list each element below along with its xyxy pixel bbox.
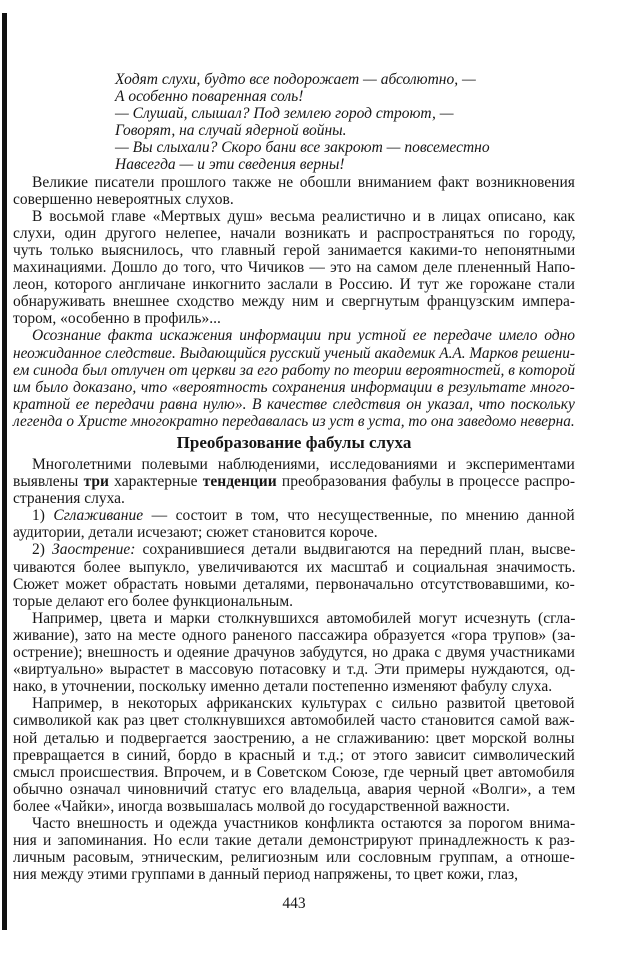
text-line [13,276,575,293]
text-run: нако, в уточнении, поскольку именно детали постепенно изменяют фабулу слуха. [13,678,553,696]
text-line [13,781,575,798]
text-run: тором, «особенно в профиль»... [13,310,221,328]
text-line [13,695,575,712]
line-content [13,781,575,798]
line-content [13,524,378,541]
text-run: чуть только выяснилось, что главный герой занимается какими-то непонятными [13,241,576,259]
italic-term: Сглаживание [53,507,144,525]
text-line [13,644,575,661]
line-content [32,456,575,473]
text-run: острение); внешность и одеяние драчунов забудутся, но драка с двумя участниками [13,644,575,662]
line-content [13,379,575,396]
text-run: символикой как раз цвет столкнувшихся автомобилей часто становится самой важ- [13,712,575,730]
text-line [13,191,575,208]
text-run: ной деталью и подвергается заострению, а не сглаживанию: цвет морской волны [13,729,575,747]
line-content [13,849,575,866]
line-content [32,208,575,225]
text-run: совершенно невероятных слухов. [13,190,234,208]
text-line [13,396,575,413]
line-content [13,490,125,507]
text-run: обнаруживать внешнее сходство между ним и свергнутым французским импера- [13,293,576,311]
line-content [13,678,552,695]
text-run: ем синода был отлучен от церкви за его работу по теории вероятностей, в которой [13,361,576,379]
text-run: чиваются более выпукло, увеличиваются их масштаб и социальная значимость. [13,558,576,576]
text-run: Сюжет может обрастать новыми деталями, первоначально отсутствовавшими, ко- [13,575,575,593]
text-line [13,225,575,242]
text-run: смысл происшествия. Впрочем, и в Советском Союзе, где черный цвет автомобиля [13,763,575,781]
line-content [13,730,575,747]
text-run: — состоит в том, что несущественные, по мнению данной [143,507,575,525]
text-line [13,610,575,627]
bold-term: тенденции [202,473,277,491]
line-content [13,473,575,490]
line-content [32,174,575,191]
text-run: аудитории, детали исчезают; сюжет становится короче. [13,524,378,542]
text-line [13,507,575,524]
poem-line: Навсегда — и эти сведения верны! [115,156,345,174]
line-content [13,559,575,576]
line-content [32,815,575,832]
paragraph [13,541,575,609]
text-line [13,456,575,473]
paragraph [13,695,575,815]
line-content [13,576,575,593]
poem-epigraph [115,71,490,174]
line-content [13,866,518,883]
paragraph [13,507,575,541]
line-content [32,541,575,558]
line-content [13,644,575,661]
text-run: леон, которого англичане инкогнито заслали в Россию. И тут же горожане стали [13,276,575,294]
text-line [13,832,575,849]
text-run: слухи, один другого нелепее, начали возникать и распространяться по городу, [13,224,576,242]
text-run: ния между этими группами в данный период напряжены, то цвет кожи, глаз, [13,866,518,884]
text-line [13,627,575,644]
line-content [13,293,575,310]
bold-term: три [83,473,109,491]
poem-line: — Вы слыхали? Скоро бани все закроют — повсеместно [115,139,490,157]
text-line [13,678,575,695]
paragraph [13,208,575,328]
text-run: выявлены [13,473,84,491]
text-run: Осознание факта искажения информации при устной ее передаче имело одно [32,327,576,345]
text-line [13,815,575,832]
line-content [32,507,575,524]
paragraph [13,610,575,695]
text-run: легенда о Христе многократно передавалась из уст в уста, то она заведомо неверна. [13,412,575,430]
text-line [13,310,575,327]
line-content [13,832,575,849]
text-line [13,242,575,259]
poem-line: Ходят слухи, будто все подорожает — абсолютно, — [115,71,476,88]
text-run: кратной ее передачи равна нулю». В качестве следствия он указал, что поскольку [13,395,575,413]
line-content [13,345,575,362]
text-run: более «Чайки», иногда возвышалась молвой до государственной важности. [13,797,510,815]
text-line [13,730,575,747]
text-line [13,866,575,883]
text-run: 1) [32,507,54,525]
text-line [13,798,575,815]
body-text [13,174,575,884]
italic-term: Заострение: [52,541,136,559]
text-line [13,362,575,379]
line-content [13,276,575,293]
text-line [13,576,575,593]
text-run: характерные [108,473,203,491]
text-run: личным расовым, этническим, религиозным или сословным группам, а отноше- [13,849,575,867]
text-line [13,593,575,610]
paragraph [13,174,575,208]
text-run: им было доказано, что «вероятность сохранения информации в результате много- [13,378,575,396]
line-content [13,310,221,327]
text-line [13,661,575,678]
text-line [13,293,575,310]
text-run: сохранившиеся детали выдвигаются на передний план, высве- [135,541,576,559]
text-line [13,524,575,541]
text-run: Например, цвета и марки столкнувшихся автомобилей могут исчезнуть (сгла- [32,609,576,627]
poem-line: Говорят, на случай ядерной войны. [115,122,347,140]
text-line [13,849,575,866]
paragraph [13,456,575,507]
text-run: странения слуха. [13,490,125,508]
line-content [13,764,575,781]
line-content [13,798,510,815]
text-line [13,379,575,396]
text-line [13,259,575,276]
text-line [13,327,575,344]
text-run: Великие писатели прошлого также не обошли вниманием факт возникновения [32,173,575,191]
paragraph [13,327,575,430]
text-line [13,559,575,576]
line-content [32,327,575,344]
line-content [13,661,575,678]
text-line [13,174,575,191]
text-run: 2) [32,541,53,559]
section-heading: Преобразование фабулы слуха [176,433,412,452]
text-run: обычно означал чиновничий статус его владельца, авария черной «Волги», а тем [13,780,576,798]
line-content [13,225,575,242]
line-content [13,362,575,379]
text-run: живание), зато на месте одного раненого пассажира образуется «гора трупов» (за- [13,626,576,644]
text-line [13,712,575,729]
paragraph [13,815,575,883]
text-run: торые делают его более функциональным. [13,592,293,610]
line-content [32,695,575,712]
text-run: неожиданное следствие. Выдающийся русский ученый академик А.А. Марков решени- [13,344,575,362]
poem-line: — Слушай, слышал? Под землею город строют, — [115,105,454,123]
text-line [13,541,575,558]
line-content [13,747,575,764]
text-line [13,345,575,362]
text-run: махинациями. Дошло до того, что Чичиков — это на самом деле плененный Напо- [13,259,576,277]
text-line [13,490,575,507]
text-line [13,473,575,490]
line-content [13,712,575,729]
line-content [13,191,234,208]
text-run: «виртуально» вырастет в массовую потасовку и т.д. Эти примеры нуждаются, од- [13,661,576,679]
text-run: Многолетними полевыми наблюдениями, исследованиями и экспериментами [32,456,575,473]
text-line [13,764,575,781]
line-content [13,627,575,644]
text-run: ния и запоминания. Но если такие детали демонстрируют принадлежность к раз- [13,832,575,850]
text-run: В восьмой главе «Мертвых душ» весьма реалистично и в лицах описано, как [32,207,575,225]
text-line [13,208,575,225]
line-content [32,610,575,627]
scan-border [2,13,7,930]
text-line [13,413,575,430]
line-content [13,242,575,259]
text-run: преобразования фабулы в процессе распро- [276,473,576,491]
text-line [13,747,575,764]
line-content [13,259,575,276]
page-number: 443 [282,895,306,912]
line-content [13,413,575,430]
poem-line: А особенно поваренная соль! [115,88,304,106]
line-content [13,396,575,413]
text-run: Часто внешность и одежда участников конфликта остаются за порогом внима- [32,814,576,832]
line-content [13,593,293,610]
text-run: Например, в некоторых африканских культурах с сильно развитой цветовой [32,695,575,713]
text-run: превращается в синий, бордо в красный и т.д.; от этого зависит символический [13,746,575,764]
